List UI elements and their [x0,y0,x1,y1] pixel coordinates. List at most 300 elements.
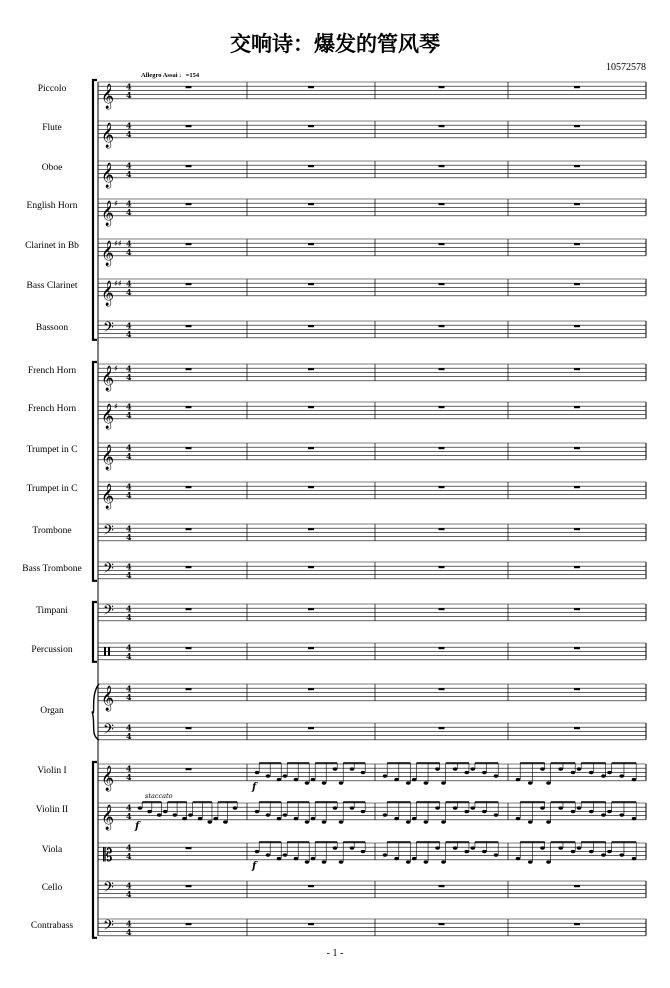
whole-rest [439,528,445,530]
staff [98,364,646,381]
time-signature-bottom: 4 [126,372,132,383]
note-head [589,810,594,813]
note-head [283,853,288,856]
note-head [441,820,446,823]
whole-rest [308,885,314,887]
treble-clef-icon: 𝄞 [101,162,115,188]
staff [98,239,646,256]
note-head [322,781,327,784]
whole-rest [308,486,314,488]
staff [98,842,646,864]
instrument-label: French Horn [27,366,77,377]
note-head [383,853,388,856]
whole-rest [308,528,314,530]
whole-rest [186,727,192,729]
note-head [435,767,440,770]
note-head [482,850,487,853]
note-head [311,778,316,781]
time-signature-bottom: 4 [126,692,132,703]
staff [98,919,646,936]
treble-clef-icon: 𝄞 [101,122,115,148]
time-signature-bottom: 4 [126,490,132,501]
time-signature-top: 4 [126,561,132,572]
whole-rest [574,528,580,530]
whole-rest [439,125,445,127]
whole-rest [308,923,314,925]
instrument-label: English Horn [26,201,78,212]
instrument-label: Trombone [32,526,72,537]
time-signature-bottom: 4 [126,851,132,862]
whole-rest [186,847,192,849]
time-signature-top: 4 [126,481,132,492]
time-signature-bottom: 4 [126,410,132,421]
time-signature-top: 4 [126,238,132,249]
staff [98,881,646,898]
note-head [540,846,545,849]
treble-clef-icon: 𝄞 [101,200,115,226]
note-head [266,774,271,777]
time-signature-bottom: 4 [126,90,132,101]
treble-clef-icon: 𝄞 [101,685,115,711]
key-signature: ♯♯ [114,279,122,289]
instrument-label: Violin II [35,805,69,816]
time-signature-bottom: 4 [126,451,132,462]
note-head [255,850,260,853]
whole-rest [186,447,192,449]
whole-rest [439,727,445,729]
time-signature-top: 4 [126,81,132,92]
staccato-marking: staccato [145,792,173,800]
instrument-label: Flute [42,123,62,134]
staff [98,161,646,178]
instrument-label: Viola [41,845,63,856]
note-head [266,813,271,816]
instrument-label: Bass Trombone [22,564,82,575]
instrument-label: Trumpet in C [26,484,78,495]
instrument-label: Percussion [31,645,73,656]
note-head [453,806,458,809]
staff [98,562,646,579]
whole-rest [439,923,445,925]
staff [98,199,646,216]
note-head [361,771,366,774]
time-signature-top: 4 [126,442,132,453]
whole-rest [308,727,314,729]
whole-rest [186,566,192,568]
note-head [383,813,388,816]
note-head [607,850,612,853]
note-head [577,806,582,809]
instrument-label: French Horn [27,404,77,415]
note-head [394,857,399,860]
instrument-label: Cello [41,883,63,894]
whole-rest [574,486,580,488]
note-head [255,771,260,774]
treble-clef-icon: 𝄞 [101,403,115,429]
whole-rest [186,923,192,925]
note-head [435,806,440,809]
note-head [322,820,327,823]
key-signature: ♯♯ [114,239,122,249]
instrument-label: Bassoon [35,323,69,334]
time-signature-bottom: 4 [126,247,132,258]
whole-rest [574,165,580,167]
note-head [412,778,417,781]
time-signature-top: 4 [126,603,132,614]
whole-rest [574,647,580,649]
note-head [632,778,637,781]
time-signature-top: 4 [126,880,132,891]
key-signature: ♯ [114,364,118,374]
note-head [339,781,344,784]
whole-rest [186,165,192,167]
note-head [494,853,499,856]
whole-rest [308,688,314,690]
treble-clef-icon: 𝄞 [101,444,115,470]
note-head [233,806,238,809]
whole-rest [186,86,192,88]
whole-rest [574,125,580,127]
note-head [188,813,193,816]
whole-rest [308,203,314,205]
time-signature-top: 4 [126,918,132,929]
time-signature-bottom: 4 [126,651,132,662]
bass-clef-icon: 𝄢 [103,602,114,623]
time-signature-bottom: 4 [126,927,132,938]
note-head [619,774,624,777]
whole-rest [439,406,445,408]
staff [98,604,646,621]
note-head [350,767,355,770]
note-head [558,767,563,770]
whole-rest [186,647,192,649]
note-head [339,820,344,823]
whole-rest [439,688,445,690]
note-head [223,820,228,823]
note-head [182,817,187,820]
whole-rest [308,86,314,88]
note-head [294,778,299,781]
staff [98,684,646,701]
whole-rest [186,203,192,205]
note-head [424,781,429,784]
note-head [163,810,168,813]
whole-rest [186,688,192,690]
note-head [173,813,178,816]
woodwind-bracket [93,80,97,340]
note-head [571,850,576,853]
whole-rest [439,566,445,568]
note-head [333,846,338,849]
whole-rest [574,368,580,370]
treble-clef-icon: 𝄞 [101,365,115,391]
note-head [632,857,637,860]
whole-rest [439,447,445,449]
note-head [571,771,576,774]
whole-rest [186,368,192,370]
treble-clef-icon: 𝄞 [101,765,115,791]
note-head [361,810,366,813]
time-signature-bottom: 4 [126,570,132,581]
treble-clef-icon: 𝄞 [101,483,115,509]
staff [98,321,646,338]
note-head [147,810,152,813]
instrument-label: Oboe [41,163,63,174]
whole-rest [574,688,580,690]
whole-rest [574,608,580,610]
whole-rest [308,283,314,285]
whole-rest [186,406,192,408]
note-head [305,781,310,784]
whole-rest [186,885,192,887]
note-head [333,767,338,770]
whole-rest [439,86,445,88]
staff [98,279,646,296]
note-head [528,781,533,784]
staff [98,82,646,99]
note-head [528,820,533,823]
note-head [412,817,417,820]
note-head [294,857,299,860]
whole-rest [574,727,580,729]
whole-rest [308,165,314,167]
instrument-label: Trumpet in C [26,445,78,456]
strings-bracket [93,762,97,938]
whole-rest [186,608,192,610]
note-head [406,781,411,784]
note-head [339,860,344,863]
time-signature-top: 4 [126,120,132,131]
note-head [577,767,582,770]
note-head [571,810,576,813]
note-head [464,771,469,774]
note-head [546,820,551,823]
note-head [632,817,637,820]
note-head [361,850,366,853]
note-head [424,820,429,823]
whole-rest [186,486,192,488]
staff [98,524,646,541]
note-head [546,781,551,784]
note-head [516,778,521,781]
note-head [470,846,475,849]
time-signature-bottom: 4 [126,612,132,623]
note-head [350,846,355,849]
note-head [213,817,218,820]
note-head [453,767,458,770]
instrument-label: Timpani [36,606,68,617]
time-signature-top: 4 [126,763,132,774]
whole-rest [574,283,580,285]
time-signature-top: 4 [126,320,132,331]
note-head [601,813,606,816]
bass-clef-icon: 𝄢 [103,522,114,543]
note-head [516,817,521,820]
note-head [435,846,440,849]
tempo-marking: Allegro Assai ♩=154 [141,72,200,79]
note-head [619,813,624,816]
note-head [207,820,212,823]
note-head [198,817,203,820]
whole-rest [308,566,314,568]
note-head [394,778,399,781]
time-signature-top: 4 [126,842,132,853]
note-head [494,774,499,777]
time-signature-top: 4 [126,198,132,209]
note-head [441,781,446,784]
whole-rest [574,243,580,245]
note-head [394,817,399,820]
note-head [311,857,316,860]
time-signature-top: 4 [126,683,132,694]
note-head [412,857,417,860]
note-head [350,806,355,809]
whole-rest [186,243,192,245]
staff [98,723,646,740]
whole-rest [439,885,445,887]
note-head [607,810,612,813]
note-head [406,820,411,823]
whole-rest [439,325,445,327]
whole-rest [574,86,580,88]
whole-rest [186,283,192,285]
note-head [406,860,411,863]
percussion-clef-icon [104,647,106,655]
instrument-label: Contrabass [30,921,74,932]
note-head [157,813,162,816]
whole-rest [308,608,314,610]
time-signature-bottom: 4 [126,811,132,822]
time-signature-bottom: 4 [126,772,132,783]
note-head [558,806,563,809]
note-head [601,853,606,856]
treble-clef-icon: 𝄞 [101,240,115,266]
note-head [464,850,469,853]
note-head [619,853,624,856]
key-signature: ♯ [114,402,118,412]
time-signature-top: 4 [126,802,132,813]
note-head [546,860,551,863]
bass-clef-icon: 𝄢 [103,879,114,900]
whole-rest [574,885,580,887]
whole-rest [439,243,445,245]
staff [98,802,646,824]
treble-clef-icon: 𝄞 [101,83,115,109]
whole-rest [574,923,580,925]
whole-rest [308,647,314,649]
time-signature-top: 4 [126,642,132,653]
score-title: 交响诗：爆发的管风琴 [230,32,440,56]
time-signature-bottom: 4 [126,207,132,218]
note-head [540,767,545,770]
note-head [577,846,582,849]
time-signature-top: 4 [126,363,132,374]
staff [98,121,646,138]
instrument-label: Clarinet in Bb [25,241,79,252]
key-signature: ♯ [114,199,118,209]
bass-clef-icon: 𝄢 [103,319,114,340]
treble-clef-icon: 𝄞 [101,280,115,306]
time-signature-top: 4 [126,160,132,171]
note-head [453,846,458,849]
whole-rest [439,608,445,610]
time-signature-bottom: 4 [126,329,132,340]
time-signature-top: 4 [126,722,132,733]
note-head [441,860,446,863]
note-head [333,806,338,809]
score-id: 10572578 [606,62,646,73]
bass-clef-icon: 𝄢 [103,917,114,938]
note-head [540,806,545,809]
whole-rest [308,447,314,449]
note-head [589,771,594,774]
page-number: - 1 - [326,948,344,959]
note-head [305,820,310,823]
note-head [589,850,594,853]
note-head [311,817,316,820]
note-head [383,774,388,777]
note-head [266,853,271,856]
whole-rest [439,165,445,167]
note-head [558,846,563,849]
dynamic-forte: f [135,820,140,832]
bass-clef-icon: 𝄢 [103,721,114,742]
time-signature-bottom: 4 [126,169,132,180]
whole-rest [574,447,580,449]
note-head [294,817,299,820]
whole-rest [574,203,580,205]
whole-rest [308,368,314,370]
note-head [528,860,533,863]
staff [98,482,646,499]
alto-clef-icon: 𝄡 [103,845,113,866]
note-head [424,860,429,863]
whole-rest [186,768,192,770]
whole-rest [308,125,314,127]
note-head [138,806,143,809]
note-head [305,860,310,863]
time-signature-bottom: 4 [126,532,132,543]
whole-rest [186,325,192,327]
instrument-label: Violin I [37,766,67,777]
dynamic-forte: f [252,781,257,793]
staff [98,643,646,660]
whole-rest [186,125,192,127]
whole-rest [574,566,580,568]
whole-rest [574,325,580,327]
instrument-label: Piccolo [37,84,67,95]
note-head [482,810,487,813]
whole-rest [308,406,314,408]
whole-rest [308,243,314,245]
percussion-bracket [93,602,97,662]
whole-rest [439,203,445,205]
note-head [470,806,475,809]
note-head [516,857,521,860]
note-head [277,817,282,820]
note-head [601,774,606,777]
whole-rest [439,486,445,488]
whole-rest [439,283,445,285]
note-head [277,778,282,781]
time-signature-bottom: 4 [126,731,132,742]
staff [98,402,646,419]
whole-rest [308,325,314,327]
note-head [322,860,327,863]
note-head [277,857,282,860]
bass-clef-icon: 𝄢 [103,560,114,581]
note-head [607,771,612,774]
